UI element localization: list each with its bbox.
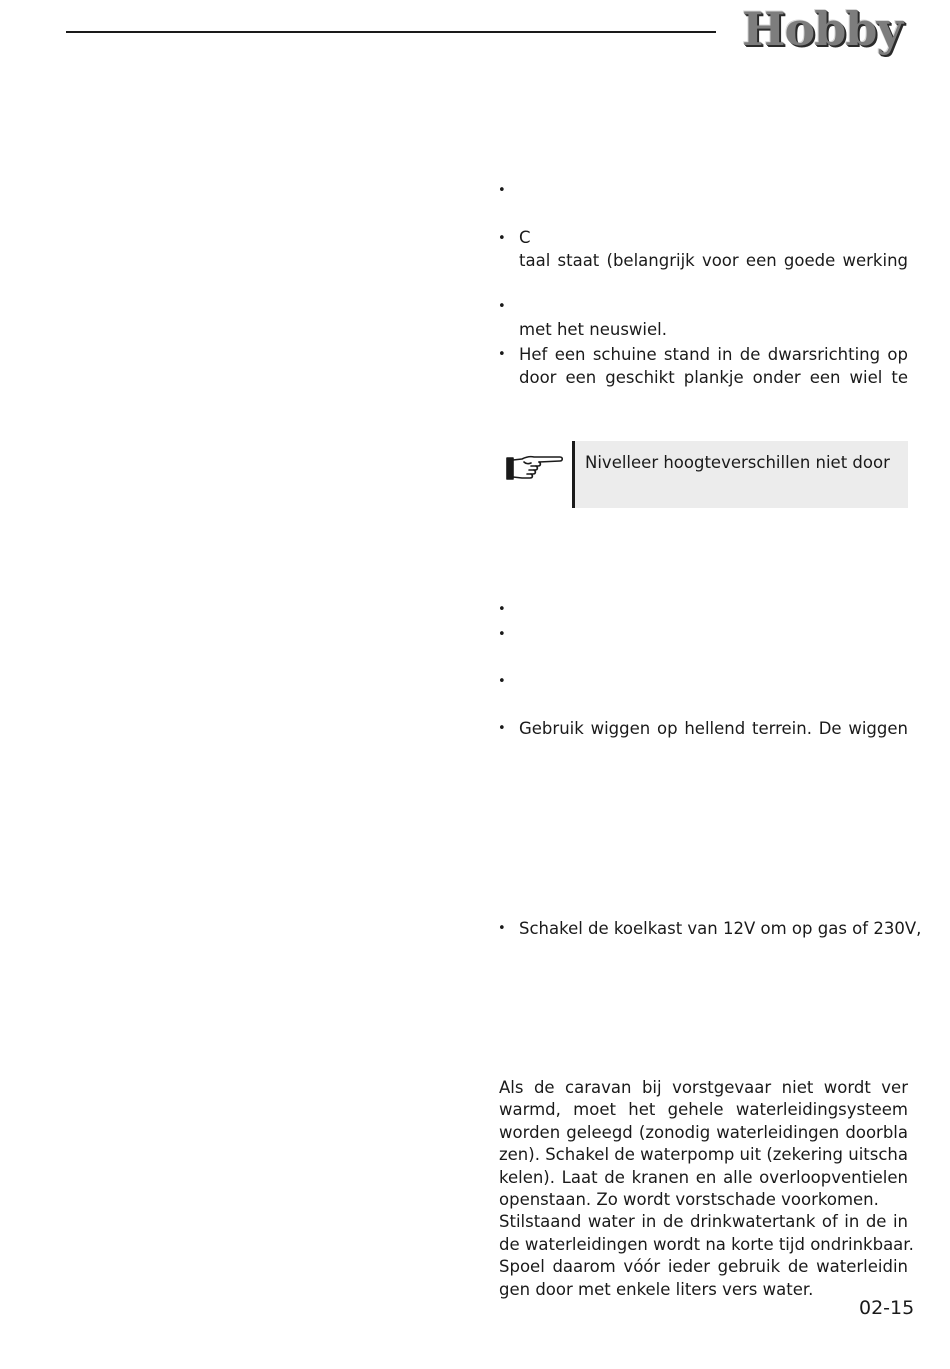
paragraph-line: Als de caravan bij vorstgevaar niet wordt ver (499, 1078, 908, 1097)
paragraph-line: worden geleegd (zonodig waterleidingen doorbla (499, 1122, 908, 1142)
bullet-icon: • (498, 299, 506, 314)
paragraph-line: gen door met enkele liters vers water. (499, 1279, 814, 1299)
paragraph-line: kelen). Laat de kranen en alle overloopventielen (499, 1167, 908, 1187)
bullet-text-line: door een geschikt plankje onder een wiel te (519, 368, 908, 387)
hobby-logo: Hobby (742, 2, 903, 56)
paragraph-line: zen). Schakel de waterpomp uit (zekering uitscha (499, 1145, 908, 1165)
bullet-icon: • (498, 602, 506, 617)
paragraph-line: openstaan. Zo wordt vorstschade voorkomen. (499, 1190, 879, 1210)
note-text: Nivelleer hoogteverschillen niet door (585, 453, 890, 472)
bullet-icon: • (498, 183, 506, 198)
bullet-icon: • (498, 674, 506, 689)
bullet-icon: • (498, 231, 506, 246)
paragraph-line: Stilstaand water in de drinkwatertank of in de in (499, 1212, 908, 1232)
page-number: 02-15 (859, 1297, 915, 1319)
bullet-text-line: taal staat (belangrijk voor een goede werking (519, 251, 908, 270)
bullet-text-line: C (519, 228, 531, 247)
bullet-text-line: Hef een schuine stand in de dwarsrichting op (519, 345, 908, 364)
bullet-icon: • (498, 627, 506, 642)
header-rule (66, 31, 716, 33)
paragraph-line: Spoel daarom vóór ieder gebruik de waterleidin (499, 1257, 908, 1277)
frost-paragraph (499, 1077, 914, 1301)
bullet-text-line: met het neuswiel. (519, 320, 667, 339)
bullet-text: Schakel de koelkast van 12V om op gas of 230V, (519, 919, 922, 938)
paragraph-line: warmd, moet het gehele waterleidingsysteem (499, 1100, 908, 1120)
bullet-icon: • (498, 921, 506, 936)
bullet-text: Gebruik wiggen op hellend terrein. De wiggen (519, 719, 908, 738)
bullet-icon: • (498, 347, 506, 362)
pointing-hand-icon (504, 451, 564, 485)
paragraph-line: de waterleidingen wordt na korte tijd ondrinkbaar. (499, 1234, 914, 1254)
note-box (572, 441, 908, 508)
bullet-icon: • (498, 721, 506, 736)
